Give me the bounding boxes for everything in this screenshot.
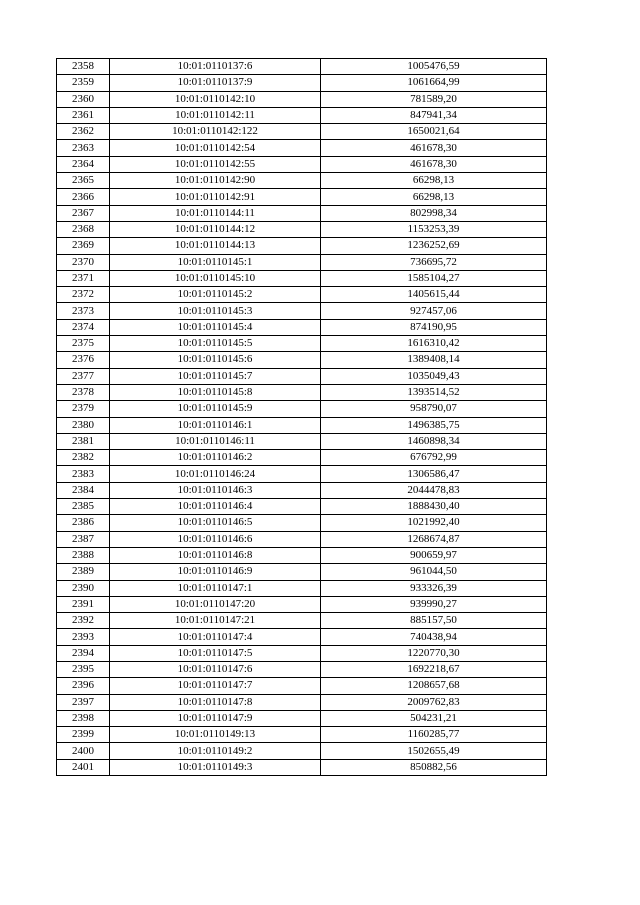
value-cell: 1035049,43 [321,368,547,384]
table-row [57,205,547,221]
cadastral-number-cell: 10:01:0110146:4 [110,499,321,515]
value-cell: 961044,50 [321,564,547,580]
cadastral-number-cell: 10:01:0110147:1 [110,580,321,596]
table-row [57,368,547,384]
table-row [57,450,547,466]
table-row [57,678,547,694]
row-number-cell: 2364 [57,156,110,172]
table-body [57,59,547,776]
cadastral-number-cell: 10:01:0110145:2 [110,287,321,303]
table-row [57,596,547,612]
value-cell: 1585104,27 [321,270,547,286]
cadastral-number-cell: 10:01:0110146:11 [110,433,321,449]
row-number-cell: 2362 [57,124,110,140]
row-number-cell: 2384 [57,482,110,498]
value-cell: 927457,06 [321,303,547,319]
table-row [57,254,547,270]
table-row [57,499,547,515]
row-number-cell: 2395 [57,661,110,677]
row-number-cell: 2385 [57,499,110,515]
row-number-cell: 2386 [57,515,110,531]
cadastral-number-cell: 10:01:0110142:54 [110,140,321,156]
table-row [57,564,547,580]
row-number-cell: 2361 [57,107,110,123]
cadastral-number-cell: 10:01:0110137:9 [110,75,321,91]
row-number-cell: 2370 [57,254,110,270]
row-number-cell: 2363 [57,140,110,156]
row-number-cell: 2391 [57,596,110,612]
cadastral-number-cell: 10:01:0110144:11 [110,205,321,221]
cadastral-number-cell: 10:01:0110142:91 [110,189,321,205]
row-number-cell: 2359 [57,75,110,91]
cadastral-number-cell: 10:01:0110144:12 [110,221,321,237]
row-number-cell: 2393 [57,629,110,645]
value-cell: 66298,13 [321,189,547,205]
table-row [57,710,547,726]
cadastral-number-cell: 10:01:0110145:1 [110,254,321,270]
value-cell: 802998,34 [321,205,547,221]
table-row [57,384,547,400]
value-cell: 1888430,40 [321,499,547,515]
table-row [57,59,547,75]
value-cell: 736695,72 [321,254,547,270]
row-number-cell: 2401 [57,759,110,775]
cadastral-number-cell: 10:01:0110146:5 [110,515,321,531]
value-cell: 1220770,30 [321,645,547,661]
value-cell: 1502655,49 [321,743,547,759]
row-number-cell: 2377 [57,368,110,384]
value-cell: 66298,13 [321,173,547,189]
value-cell: 1306586,47 [321,466,547,482]
table-row [57,613,547,629]
row-number-cell: 2369 [57,238,110,254]
table-row [57,515,547,531]
table-row [57,173,547,189]
row-number-cell: 2389 [57,564,110,580]
table-row [57,352,547,368]
row-number-cell: 2375 [57,336,110,352]
table-row [57,75,547,91]
cadastral-number-cell: 10:01:0110145:3 [110,303,321,319]
row-number-cell: 2358 [57,59,110,75]
table-row [57,287,547,303]
table-row [57,189,547,205]
value-cell: 1021992,40 [321,515,547,531]
cadastral-number-cell: 10:01:0110149:13 [110,727,321,743]
cadastral-number-cell: 10:01:0110142:122 [110,124,321,140]
cadastral-number-cell: 10:01:0110145:5 [110,336,321,352]
value-cell: 900659,97 [321,547,547,563]
value-cell: 933326,39 [321,580,547,596]
cadastral-number-cell: 10:01:0110145:10 [110,270,321,286]
table-row [57,580,547,596]
cadastral-number-cell: 10:01:0110146:8 [110,547,321,563]
row-number-cell: 2368 [57,221,110,237]
value-cell: 1496385,75 [321,417,547,433]
value-cell: 1268674,87 [321,531,547,547]
cadastral-number-cell: 10:01:0110145:6 [110,352,321,368]
table-row [57,107,547,123]
data-table [56,58,547,776]
row-number-cell: 2392 [57,613,110,629]
table-row [57,140,547,156]
value-cell: 1208657,68 [321,678,547,694]
table-row [57,91,547,107]
table-row [57,547,547,563]
value-cell: 850882,56 [321,759,547,775]
value-cell: 847941,34 [321,107,547,123]
cadastral-number-cell: 10:01:0110147:6 [110,661,321,677]
value-cell: 1460898,34 [321,433,547,449]
table-row [57,336,547,352]
table-row [57,221,547,237]
value-cell: 781589,20 [321,91,547,107]
row-number-cell: 2394 [57,645,110,661]
cadastral-number-cell: 10:01:0110147:20 [110,596,321,612]
table-row [57,417,547,433]
table-row [57,629,547,645]
table-row [57,401,547,417]
row-number-cell: 2360 [57,91,110,107]
table-row [57,303,547,319]
table-row [57,727,547,743]
row-number-cell: 2400 [57,743,110,759]
table-row [57,531,547,547]
cadastral-number-cell: 10:01:0110149:3 [110,759,321,775]
value-cell: 1616310,42 [321,336,547,352]
cadastral-number-cell: 10:01:0110147:21 [110,613,321,629]
row-number-cell: 2381 [57,433,110,449]
value-cell: 958790,07 [321,401,547,417]
value-cell: 461678,30 [321,156,547,172]
row-number-cell: 2366 [57,189,110,205]
value-cell: 2009762,83 [321,694,547,710]
table-row [57,694,547,710]
cadastral-number-cell: 10:01:0110146:1 [110,417,321,433]
row-number-cell: 2398 [57,710,110,726]
value-cell: 1405615,44 [321,287,547,303]
table-row [57,743,547,759]
cadastral-number-cell: 10:01:0110146:6 [110,531,321,547]
cadastral-number-cell: 10:01:0110146:2 [110,450,321,466]
table-row [57,238,547,254]
table-row [57,270,547,286]
value-cell: 676792,99 [321,450,547,466]
cadastral-number-cell: 10:01:0110145:9 [110,401,321,417]
row-number-cell: 2397 [57,694,110,710]
row-number-cell: 2382 [57,450,110,466]
value-cell: 2044478,83 [321,482,547,498]
value-cell: 1236252,69 [321,238,547,254]
table-row [57,661,547,677]
cadastral-number-cell: 10:01:0110149:2 [110,743,321,759]
row-number-cell: 2383 [57,466,110,482]
value-cell: 1650021,64 [321,124,547,140]
cadastral-number-cell: 10:01:0110146:3 [110,482,321,498]
value-cell: 939990,27 [321,596,547,612]
cadastral-number-cell: 10:01:0110137:6 [110,59,321,75]
table-row [57,466,547,482]
cadastral-number-cell: 10:01:0110142:11 [110,107,321,123]
table-row [57,156,547,172]
cadastral-number-cell: 10:01:0110147:5 [110,645,321,661]
cadastral-number-cell: 10:01:0110145:4 [110,319,321,335]
cadastral-number-cell: 10:01:0110144:13 [110,238,321,254]
value-cell: 1160285,77 [321,727,547,743]
cadastral-number-cell: 10:01:0110147:9 [110,710,321,726]
row-number-cell: 2367 [57,205,110,221]
value-cell: 1153253,39 [321,221,547,237]
value-cell: 874190,95 [321,319,547,335]
row-number-cell: 2380 [57,417,110,433]
value-cell: 504231,21 [321,710,547,726]
row-number-cell: 2390 [57,580,110,596]
cadastral-number-cell: 10:01:0110147:4 [110,629,321,645]
row-number-cell: 2378 [57,384,110,400]
row-number-cell: 2399 [57,727,110,743]
row-number-cell: 2373 [57,303,110,319]
value-cell: 740438,94 [321,629,547,645]
row-number-cell: 2387 [57,531,110,547]
value-cell: 461678,30 [321,140,547,156]
table-row [57,759,547,775]
cadastral-number-cell: 10:01:0110142:90 [110,173,321,189]
table-row [57,482,547,498]
table-row [57,124,547,140]
value-cell: 1692218,67 [321,661,547,677]
row-number-cell: 2396 [57,678,110,694]
table-row [57,319,547,335]
cadastral-number-cell: 10:01:0110147:7 [110,678,321,694]
row-number-cell: 2379 [57,401,110,417]
cadastral-number-cell: 10:01:0110145:7 [110,368,321,384]
value-cell: 1005476,59 [321,59,547,75]
value-cell: 1389408,14 [321,352,547,368]
table-row [57,433,547,449]
row-number-cell: 2372 [57,287,110,303]
row-number-cell: 2388 [57,547,110,563]
cadastral-number-cell: 10:01:0110146:9 [110,564,321,580]
value-cell: 1393514,52 [321,384,547,400]
row-number-cell: 2371 [57,270,110,286]
cadastral-number-cell: 10:01:0110145:8 [110,384,321,400]
table-row [57,645,547,661]
row-number-cell: 2376 [57,352,110,368]
row-number-cell: 2374 [57,319,110,335]
value-cell: 1061664,99 [321,75,547,91]
cadastral-number-cell: 10:01:0110146:24 [110,466,321,482]
value-cell: 885157,50 [321,613,547,629]
cadastral-number-cell: 10:01:0110142:55 [110,156,321,172]
cadastral-number-cell: 10:01:0110142:10 [110,91,321,107]
cadastral-number-cell: 10:01:0110147:8 [110,694,321,710]
row-number-cell: 2365 [57,173,110,189]
